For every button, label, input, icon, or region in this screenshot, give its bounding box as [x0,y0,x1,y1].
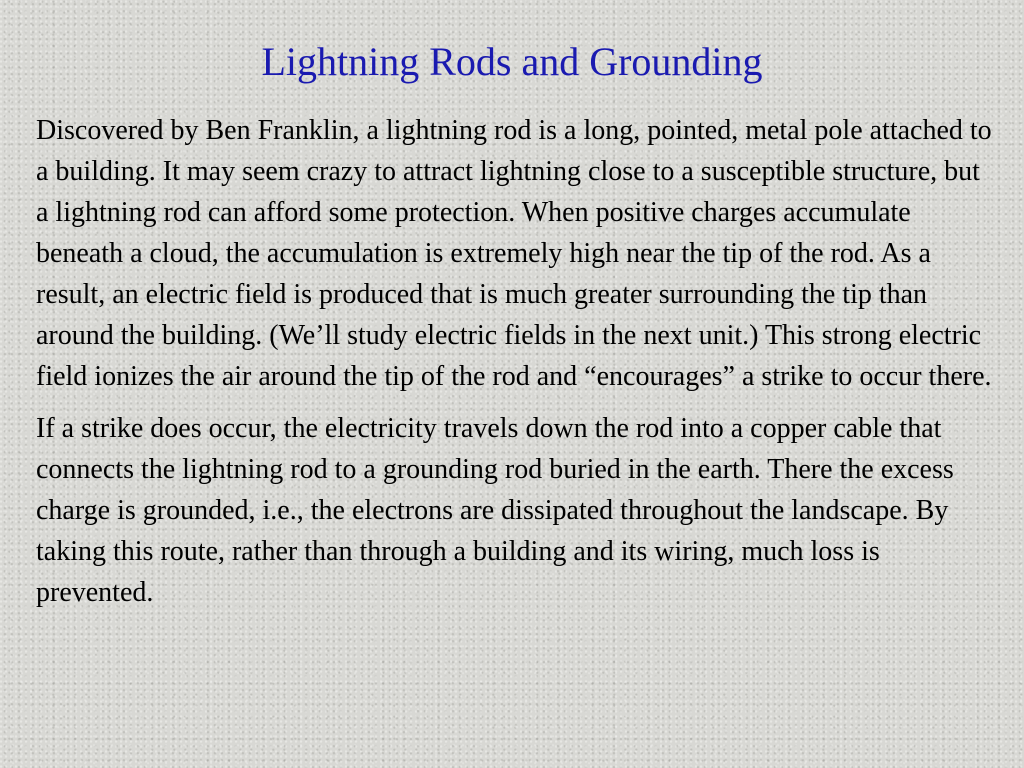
paragraph-lightning-rod: Discovered by Ben Franklin, a lightning rod is a long, pointed, metal pole attached to a building. It may seem crazy to attract lightning close to a susceptible structure, but a lightning rod can afford some protection. When positive charges accumulate beneath a cloud, the accumulation is extremely high near the tip of the rod. As a result, an electric field is produced that is much greater surrounding the tip than around the building. (We’ll study electric fields in the next unit.) This strong electric field ionizes the air around the tip of the rod and “encourages” a strike to occur there. [36,115,992,392]
slide-title: Lightning Rods and Grounding [261,39,763,84]
paragraph-grounding: If a strike does occur, the electricity travels down the rod into a copper cable that connects the lightning rod to a grounding rod buried in the earth. There the excess charge is grounded, i.e., the electrons are dissipated throughout the landscape. By taking this route, rather than through a building and its wiring, much loss is prevented. [36,413,954,608]
slide-body [36,110,996,624]
